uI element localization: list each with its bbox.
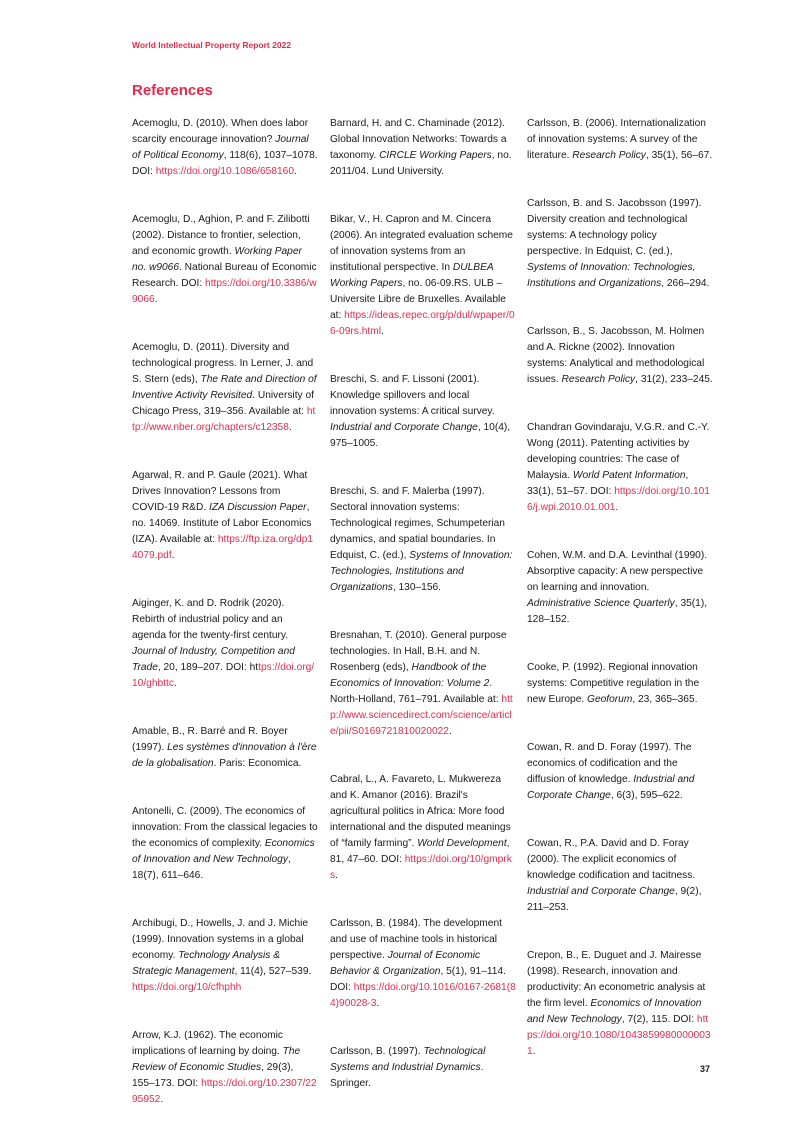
- reference-text: , 118(6), 1037–1078. DOI:: [132, 150, 318, 177]
- reference-link[interactable]: https://doi.org/10/cfhphh: [132, 982, 242, 993]
- reference-link[interactable]: http://www.nber.org/chapters/c12358: [132, 406, 316, 433]
- reference-entry: [330, 372, 516, 452]
- reference-source-title: Research Policy: [572, 150, 646, 161]
- reference-text: . National Bureau of Economic Research. DOI:: [132, 262, 317, 289]
- reference-text: Cohen, W.M. and D.A. Levinthal (1990). Absorptive capacity: A new perspective on learning and innovation.: [527, 550, 708, 593]
- reference-text: Bikar, V., H. Capron and M. Cincera (2006). An integrated evaluation scheme of innovation systems from an institutional perspective. In: [330, 214, 513, 273]
- reference-entry: [330, 1044, 516, 1092]
- running-header: World Intellectual Property Report 2022: [132, 40, 292, 50]
- reference-link[interactable]: https://doi.org/10.1016/j.wpi.2010.01.001: [527, 486, 710, 513]
- reference-source-title: The Review of Economic Studies: [132, 1046, 301, 1073]
- reference-text: Cowan, R., P.A. David and D. Foray (2000). The explicit economics of knowledge codification and tacitness.: [527, 838, 696, 881]
- reference-text: Breschi, S. and F. Lissoni (2001). Knowledge spillovers and local innovation systems: A critical survey.: [330, 374, 495, 417]
- reference-entry: [330, 628, 516, 740]
- reference-entry: [330, 116, 516, 180]
- page-number: 37: [699, 1064, 710, 1074]
- reference-text: , 10(4), 975–1005.: [330, 422, 511, 449]
- reference-text: Agarwal, R. and P. Gaule (2021). What Drives Innovation? Lessons from COVID-19 R&D.: [132, 470, 308, 513]
- reference-text: .: [380, 326, 384, 337]
- reference-entry: [527, 660, 713, 708]
- reference-text: Cowan, R. and D. Foray (1997). The economics of codification and the diffusion of knowledge.: [527, 742, 692, 785]
- reference-entry: [527, 836, 713, 916]
- reference-text: Carlsson, B. and S. Jacobsson (1997). Diversity creation and technological systems: A technology policy perspective. In Edquist, C. (ed.),: [527, 198, 702, 257]
- reference-entry: [527, 324, 713, 388]
- reference-entry: [132, 916, 318, 996]
- references-column-1: [132, 116, 318, 1140]
- reference-text: , 29(3), 155–173. DOI:: [132, 1062, 294, 1089]
- reference-text: Carlsson, B., S. Jacobsson, M. Holmen and A. Rickne (2002). Innovation systems: Analytical and methodological issues.: [527, 326, 705, 385]
- reference-source-title: Research Policy: [561, 374, 636, 385]
- references-column-2: [330, 116, 516, 1124]
- reference-text: .: [448, 726, 452, 737]
- reference-entry: [132, 212, 318, 308]
- reference-source-title: DULBEA Working Papers: [330, 262, 494, 289]
- reference-link[interactable]: https://doi.org/10.1080/10438599800000031: [527, 1014, 711, 1057]
- reference-source-title: World Patent Information: [572, 470, 686, 481]
- reference-source-title: Systems of Innovation: Technologies, Institutions and Organizations: [330, 550, 513, 593]
- reference-source-title: IZA Discussion Paper: [209, 502, 307, 513]
- reference-source-title: Industrial and Corporate Change: [527, 774, 695, 801]
- reference-entry: [527, 116, 713, 164]
- reference-text: Chandran Govindaraju, V.G.R. and C.-Y. Wong (2011). Patenting activities by developing countries: The case of Malaysia.: [527, 422, 710, 481]
- reference-source-title: The Rate and Direction of Inventive Activity Revisited: [132, 374, 317, 401]
- reference-entry: [527, 740, 713, 804]
- reference-entry: [132, 724, 318, 772]
- reference-text: .: [532, 1046, 536, 1057]
- reference-text: , 7(2), 115. DOI:: [621, 1014, 697, 1025]
- reference-entry: [330, 212, 516, 340]
- reference-link[interactable]: https://doi.org/10.3386/w9066: [132, 278, 317, 305]
- reference-text: , 9(2), 211–253.: [527, 886, 702, 913]
- reference-entry: [132, 116, 318, 180]
- reference-source-title: Administrative Science Quarterly: [527, 598, 675, 609]
- reference-text: Acemoglu, D. (2011). Diversity and technological progress. In Lerner, J. and S. Stern (eds),: [132, 342, 314, 385]
- reference-source-title: CIRCLE Working Papers: [379, 150, 492, 161]
- reference-text: Carlsson, B. (2006). Internationalization of innovation systems: A survey of the literature.: [527, 118, 706, 161]
- reference-entry: [132, 340, 318, 436]
- reference-source-title: World Development: [417, 838, 507, 849]
- reference-text: .: [154, 294, 158, 305]
- reference-entry: [132, 1028, 318, 1108]
- reference-text: Carlsson, B. (1984). The development and use of machine tools in historical perspective.: [330, 918, 502, 961]
- reference-text: . North-Holland, 761–791. Available at:: [330, 678, 502, 705]
- reference-source-title: Economics of Innovation and New Technology: [527, 998, 702, 1025]
- reference-text: , 130–156.: [392, 582, 442, 593]
- reference-text: , 6(3), 595–622.: [610, 790, 683, 801]
- reference-text: .: [160, 1094, 164, 1105]
- reference-text: . Springer.: [330, 1062, 484, 1089]
- reference-source-title: Journal of Political Economy: [132, 134, 309, 161]
- reference-text: , 11(4), 527–539.: [234, 966, 312, 977]
- reference-entry: [132, 804, 318, 884]
- reference-text: , 81, 47–60. DOI:: [330, 838, 510, 865]
- reference-source-title: Handbook of the Economics of Innovation: Volume 2: [330, 662, 490, 689]
- reference-text: Archibugi, D., Howells, J. and J. Michie (1999). Innovation systems in a global economy.: [132, 918, 309, 961]
- reference-text: Aiginger, K. and D. Rodrik (2020). Rebirth of industrial policy and an agenda for the twenty-first century.: [132, 598, 289, 641]
- reference-entry: [132, 596, 318, 692]
- reference-text: .: [376, 998, 380, 1009]
- reference-text: . Paris: Economica.: [213, 758, 302, 769]
- reference-text: Arrow, K.J. (1962). The economic implications of learning by doing.: [132, 1030, 283, 1057]
- reference-source-title: Journal of Industry, Competition and Trade: [132, 646, 295, 673]
- reference-text: Bresnahan, T. (2010). General purpose technologies. In Hall, B.H. and N. Rosenberg (eds),: [330, 630, 507, 673]
- reference-text: , 35(1), 56–67.: [645, 150, 713, 161]
- reference-link[interactable]: tps://doi.org/10/ghbttc: [132, 662, 315, 689]
- reference-source-title: Working Paper no. w9066: [132, 246, 302, 273]
- reference-text: .: [288, 422, 292, 433]
- reference-source-title: Technological Systems and Industrial Dynamics: [330, 1046, 486, 1073]
- reference-text: Acemoglu, D., Aghion, P. and F. Zilibotti (2002). Distance to frontier, selection, and economic growth.: [132, 214, 310, 257]
- reference-text: , 20, 189–207. DOI: ht: [157, 662, 259, 673]
- reference-source-title: Economics of Innovation and New Technology: [132, 838, 315, 865]
- reference-entry: [527, 548, 713, 628]
- reference-entry: [132, 468, 318, 564]
- reference-text: , no. 14069. Institute of Labor Economics (IZA). Available at:: [132, 502, 312, 545]
- reference-link[interactable]: https://doi.org/10/gmprks: [330, 854, 512, 881]
- reference-text: Antonelli, C. (2009). The economics of innovation: From the classical legacies to the economics of complexity.: [132, 806, 318, 849]
- reference-text: , no. 06-09.RS. ULB – Universite Libre de Bruxelles. Available at:: [330, 278, 506, 321]
- reference-text: Barnard, H. and C. Chaminade (2012). Global Innovation Networks: Towards a taxonomy.: [330, 118, 507, 161]
- reference-text: . University of Chicago Press, 319–356. Available at:: [132, 390, 314, 417]
- reference-link[interactable]: https://doi.org/10.1016/0167-2681(84)90028-3: [330, 982, 516, 1009]
- page-title: References: [132, 82, 213, 99]
- reference-text: Carlsson, B. (1997).: [330, 1046, 424, 1057]
- reference-text: Crepon, B., E. Duguet and J. Mairesse (1998). Research, innovation and productivity: An econometric analysis at the firm level.: [527, 950, 706, 1009]
- reference-entry: [330, 484, 516, 596]
- reference-source-title: Journal of Economic Behavior & Organization: [330, 950, 481, 977]
- reference-text: , no. 2011/04. Lund University.: [330, 150, 512, 177]
- reference-source-title: Industrial and Corporate Change: [527, 886, 675, 897]
- reference-text: .: [294, 166, 297, 177]
- reference-source-title: Systems of Innovation: Technologies, Institutions and Organizations: [527, 262, 696, 289]
- reference-link[interactable]: https://ftp.iza.org/dp14079.pdf: [132, 534, 314, 561]
- reference-text: Amable, B., R. Barré and R. Boyer (1997).: [132, 726, 288, 753]
- reference-text: Breschi, S. and F. Malerba (1997). Sectoral innovation systems: Technological regimes, Schumpeterian dynamics, and spatial boundaries. In Edquist, C. (ed.),: [330, 486, 505, 561]
- reference-text: .: [615, 502, 619, 513]
- reference-text: , 266–294.: [661, 278, 710, 289]
- reference-text: , 18(7), 611–646.: [132, 854, 291, 881]
- reference-entry: [527, 196, 713, 292]
- references-column-3: [527, 116, 713, 1092]
- reference-source-title: Industrial and Corporate Change: [330, 422, 478, 433]
- reference-text: .: [335, 870, 338, 881]
- reference-link[interactable]: https://ideas.repec.org/p/dul/wpaper/06-09rs.html: [330, 310, 515, 337]
- reference-text: Acemoglu, D. (2010). When does labor scarcity encourage innovation?: [132, 118, 309, 145]
- reference-text: , 33(1), 51–57. DOI:: [527, 470, 689, 497]
- reference-text: , 31(2), 233–245.: [635, 374, 713, 385]
- reference-source-title: Les systèmes d'innovation à l'ère de la globalisation: [132, 742, 317, 769]
- reference-text: .: [173, 678, 177, 689]
- reference-link[interactable]: https://doi.org/10.1086/658160: [155, 166, 294, 177]
- reference-entry: [330, 772, 516, 884]
- reference-entry: [330, 916, 516, 1012]
- reference-text: , 35(1), 128–152.: [527, 598, 708, 625]
- reference-source-title: Geoforum: [587, 694, 633, 705]
- reference-link[interactable]: http://www.sciencedirect.com/science/article/pii/S0169721810020022: [330, 694, 513, 737]
- reference-link[interactable]: https://doi.org/10.2307/2295952: [132, 1078, 317, 1105]
- reference-text: Cooke, P. (1992). Regional innovation systems: Competitive regulation in the new Europe.: [527, 662, 700, 705]
- reference-text: .: [171, 550, 175, 561]
- reference-entry: [527, 948, 713, 1060]
- reference-text: Cabral, L., A. Favareto, L. Mukwereza and K. Amanor (2016). Brazil's agricultural politics in Africa: More food international and the disputed meanings of “family farming”.: [330, 774, 511, 849]
- reference-text: , 5(1), 91–114. DOI:: [330, 966, 506, 993]
- reference-text: , 23, 365–365.: [632, 694, 698, 705]
- reference-entry: [527, 420, 713, 516]
- reference-source-title: Technology Analysis & Strategic Management: [132, 950, 280, 977]
